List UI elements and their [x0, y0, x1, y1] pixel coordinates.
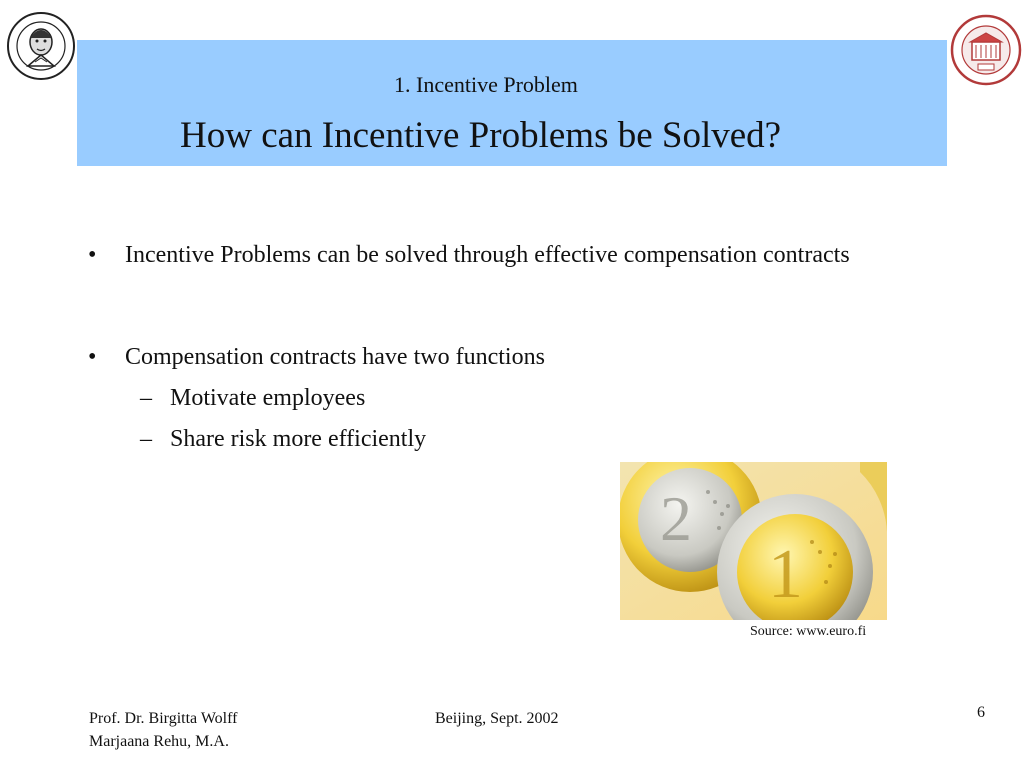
- sub-bullet-marker: –: [140, 426, 152, 452]
- euro-coins-photo: [620, 462, 887, 620]
- slide-title: How can Incentive Problems be Solved?: [180, 115, 782, 156]
- bullet-item: Compensation contracts have two functions: [125, 344, 545, 370]
- footer-place-date: Beijing, Sept. 2002: [435, 710, 559, 727]
- university-seal-icon-left: [6, 8, 76, 84]
- footer-author: Marjaana Rehu, M.A.: [89, 733, 229, 750]
- bullet-marker: •: [88, 242, 97, 268]
- section-subtitle: 1. Incentive Problem: [394, 72, 578, 97]
- sub-bullet-marker: –: [140, 385, 152, 411]
- bullet-marker: •: [88, 344, 97, 370]
- sub-bullet-item: Motivate employees: [170, 385, 366, 411]
- sub-bullet-item: Share risk more efficiently: [170, 426, 427, 452]
- footer-author: Prof. Dr. Birgitta Wolff: [89, 710, 238, 727]
- page-number: 6: [977, 704, 985, 721]
- bullet-item: Incentive Problems can be solved through effective compensation contracts: [125, 242, 850, 268]
- svg-text:2: 2: [660, 483, 692, 554]
- image-source-caption: Source: www.euro.fi: [750, 624, 867, 639]
- university-seal-icon-right: [950, 14, 1022, 86]
- svg-text:1: 1: [768, 536, 803, 613]
